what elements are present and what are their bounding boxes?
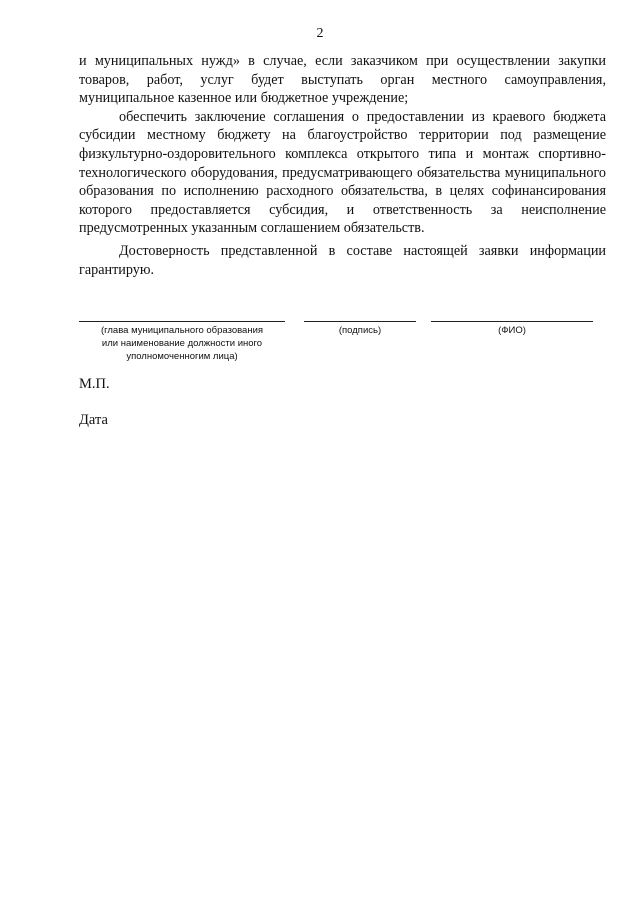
name-caption: (ФИО) <box>498 325 526 336</box>
position-caption <box>79 324 285 363</box>
signature-caption: (подпись) <box>338 325 382 336</box>
document-body <box>79 52 606 279</box>
page-number: 2 <box>316 26 324 41</box>
date-label: Дата <box>79 412 108 428</box>
paragraph-guarantee: Достоверность представленной в составе настоящей заявки информации гарантирую. <box>79 242 606 278</box>
position-caption-line: уполномоченногим лица) <box>126 351 238 362</box>
paragraph-agreement: обеспечить заключение соглашения о предоставлении из краевого бюджета субсидии местному бюджету на благоустройство территории под размещение физкультурно-оздоровительного комплекса открытого типа и монтаж спортивно-технологического оборудования, предусматривающего обязательства муниципального образования по исполнению расходного обязательства, в целях софинансирования которого предоставляется субсидия, и ответственность за неисполнение предусмотренных указанным соглашением обязательств. <box>79 108 606 237</box>
paragraph-continuation: и муниципальных нужд» в случае, если заказчиком при осуществлении закупки товаров, работ, услуг будет выступать орган местного самоуправления, муниципальное казенное или бюджетное учреждение; <box>79 53 606 107</box>
stamp-label: М.П. <box>79 376 110 392</box>
position-caption-line: (глава муниципального образования <box>100 325 264 336</box>
signature-line <box>304 321 416 322</box>
name-signature-line <box>431 321 593 322</box>
position-caption-line: или наименование должности иного <box>101 338 263 349</box>
position-signature-line <box>79 321 285 322</box>
